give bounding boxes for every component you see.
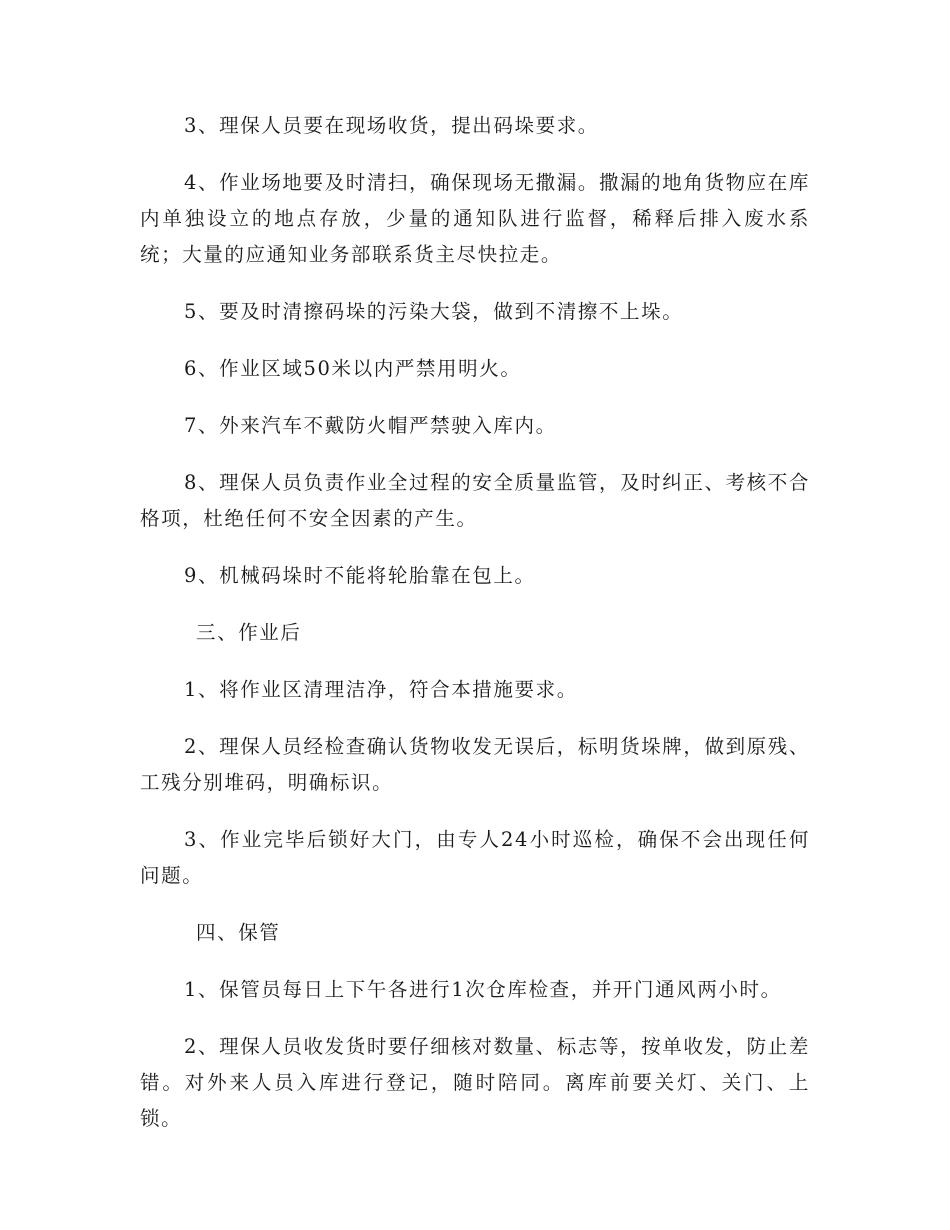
paragraph-item-6-no-open-fire: 6、作业区域50米以内严禁用明火。	[184, 357, 522, 380]
paragraph-storage-1-daily-check: 1、保管员每日上下午各进行1次仓库检查，并开门通风两小时。	[184, 978, 782, 1001]
paragraph-item-4-site-cleaning: 4、作业场地要及时清扫，确保现场无撒漏。撒漏的地角货物应在库内单独设立的地点存放，少量的通知队进行监督，稀释后排入废水系统；大量的应通知业务部联系货主尽快拉走。	[140, 171, 810, 266]
paragraph-item-7-spark-arrestor: 7、外来汽车不戴防火帽严禁驶入库内。	[184, 414, 557, 437]
paragraph-after-3-lock-patrol: 3、作业完毕后锁好大门，由专人24小时巡检，确保不会出现任何问题。	[140, 828, 810, 887]
paragraph-item-5-clean-bags: 5、要及时清擦码垛的污染大袋，做到不清擦不上垛。	[184, 300, 684, 323]
section-heading-after-operation: 三、作业后	[196, 621, 302, 644]
paragraph-after-1-clean-area: 1、将作业区清理洁净，符合本措施要求。	[184, 678, 578, 701]
section-heading-storage: 四、保管	[196, 921, 281, 944]
paragraph-storage-2-verify-register: 2、理保人员收发货时要仔细核对数量、标志等，按单收发，防止差错。对外来人员入库进行登记，随时陪同。离库前要关灯、关门、上锁。	[140, 1035, 810, 1130]
paragraph-item-9-mechanical-stacking: 9、机械码垛时不能将轮胎靠在包上。	[184, 564, 536, 587]
paragraph-item-8-supervision: 8、理保人员负责作业全过程的安全质量监管，及时纠正、考核不合格项，杜绝任何不安全因素的产生。	[140, 471, 810, 530]
paragraph-after-2-verify-goods: 2、理保人员经检查确认货物收发无误后，标明货垛牌，做到原残、工残分别堆码，明确标识。	[140, 735, 810, 794]
paragraph-item-3-receiving: 3、理保人员要在现场收货，提出码垛要求。	[184, 114, 599, 137]
